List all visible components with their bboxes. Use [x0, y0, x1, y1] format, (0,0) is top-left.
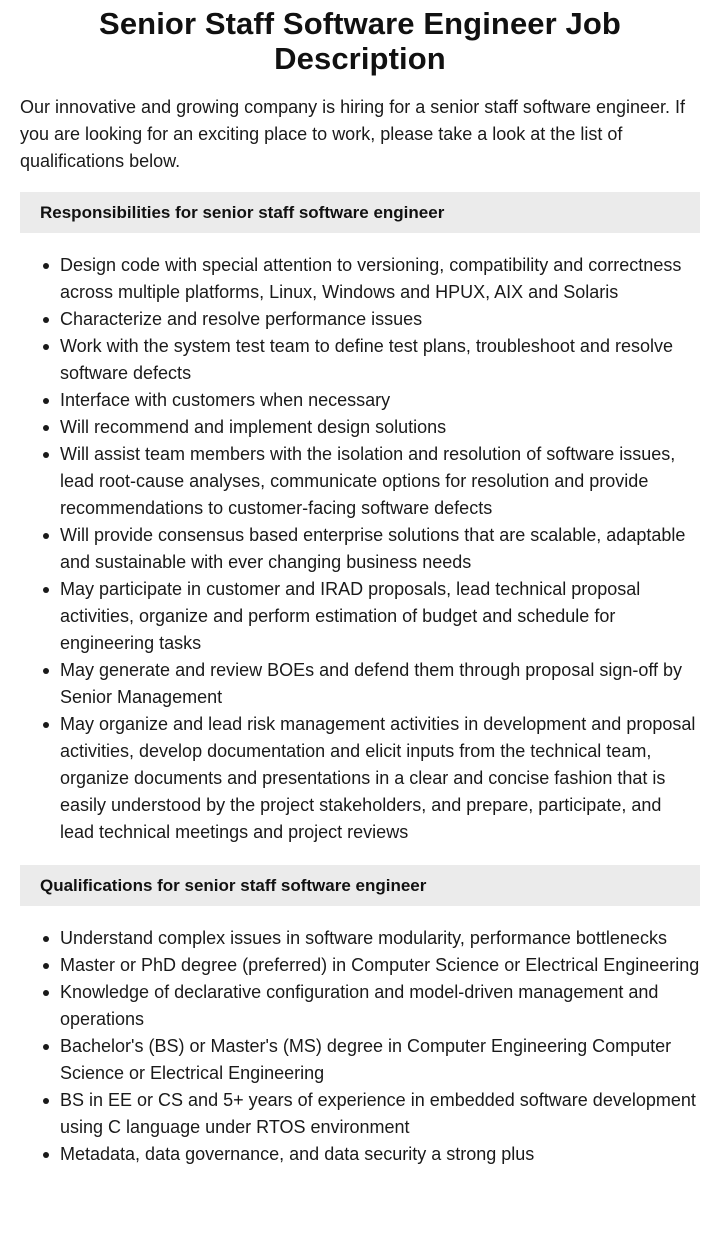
- bullet-icon: [43, 936, 49, 942]
- responsibilities-heading: [20, 192, 700, 233]
- bullet-icon: [43, 668, 49, 674]
- bullet-icon: [43, 1044, 49, 1050]
- list-item: May participate in customer and IRAD proposals, lead technical proposal activities, organize and perform estimation of budget and schedule for engineering tasks: [60, 576, 700, 657]
- bullet-icon: [43, 344, 49, 350]
- list-item: May organize and lead risk management activities in development and proposal activities, develop documentation and elicit inputs from the technical team, organize documents and presentations in a clear and concise fashion that is easily understood by the project stakeholders, and prepare, participate, and lead technical meetings and project reviews: [60, 711, 700, 846]
- list-item: Metadata, data governance, and data security a strong plus: [60, 1141, 700, 1168]
- bullet-icon: [43, 587, 49, 593]
- list-item: Characterize and resolve performance issues: [60, 306, 700, 333]
- list-item: BS in EE or CS and 5+ years of experience in embedded software development using C language under RTOS environment: [60, 1087, 700, 1141]
- responsibilities-heading-label: Responsibilities for senior staff software engineer: [40, 202, 445, 222]
- bullet-icon: [43, 963, 49, 969]
- qualifications-heading: [20, 865, 700, 906]
- qualifications-list: [20, 925, 700, 1168]
- list-item: Understand complex issues in software modularity, performance bottlenecks: [60, 925, 700, 952]
- list-item: Knowledge of declarative configuration and model-driven management and operations: [60, 979, 700, 1033]
- list-item: Will provide consensus based enterprise solutions that are scalable, adaptable and sustainable with ever changing business needs: [60, 522, 700, 576]
- responsibilities-list: [20, 252, 700, 846]
- bullet-icon: [43, 990, 49, 996]
- page-title: Senior Staff Software Engineer Job Description: [99, 6, 621, 76]
- list-item: Work with the system test team to define test plans, troubleshoot and resolve software defects: [60, 333, 700, 387]
- bullet-icon: [43, 533, 49, 539]
- list-item: Design code with special attention to versioning, compatibility and correctness across multiple platforms, Linux, Windows and HPUX, AIX and Solaris: [60, 252, 700, 306]
- intro-paragraph: Our innovative and growing company is hiring for a senior staff software engineer. If you are looking for an exciting place to work, please take a look at the list of qualifications below.: [20, 97, 686, 171]
- list-item: Bachelor's (BS) or Master's (MS) degree in Computer Engineering Computer Science or Electrical Engineering: [60, 1033, 700, 1087]
- bullet-icon: [43, 722, 49, 728]
- bullet-icon: [43, 1152, 49, 1158]
- bullet-icon: [43, 425, 49, 431]
- bullet-icon: [43, 452, 49, 458]
- list-item: Will assist team members with the isolation and resolution of software issues, lead root-cause analyses, communicate options for resolution and provide recommendations to customer-facing software defects: [60, 441, 700, 522]
- bullet-icon: [43, 263, 49, 269]
- bullet-icon: [43, 1098, 49, 1104]
- qualifications-heading-label: Qualifications for senior staff software engineer: [40, 875, 427, 895]
- list-item: Will recommend and implement design solutions: [60, 414, 700, 441]
- list-item: Interface with customers when necessary: [60, 387, 700, 414]
- list-item: Master or PhD degree (preferred) in Computer Science or Electrical Engineering: [60, 952, 700, 979]
- bullet-icon: [43, 398, 49, 404]
- bullet-icon: [43, 317, 49, 323]
- list-item: May generate and review BOEs and defend them through proposal sign-off by Senior Management: [60, 657, 700, 711]
